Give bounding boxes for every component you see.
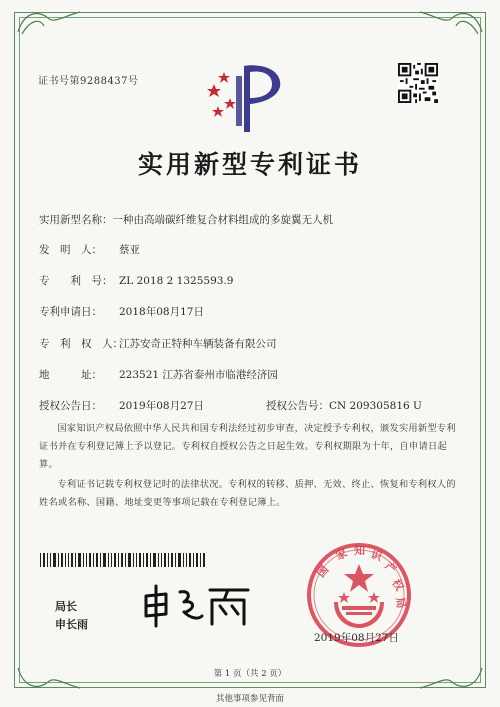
field-label: 地 址：	[39, 369, 102, 381]
svg-text:家: 家	[333, 546, 350, 563]
field-announce-date	[39, 398, 204, 413]
svg-text:局: 局	[393, 596, 408, 610]
corner-ornament-top-right	[416, 6, 486, 36]
field-value: 江苏安奇正特种车辆装备有限公司	[119, 338, 277, 350]
certificate-title: 实用新型专利证书	[137, 150, 362, 179]
field-value: 一种由高端碳纤维复合材料组成的多旋翼无人机	[112, 214, 333, 226]
field-label: 专利申请日：	[39, 306, 102, 318]
field-patentee	[39, 336, 277, 351]
field-value: 223521 江苏省泰州市临港经济园	[119, 369, 278, 381]
corner-ornament-top-left	[14, 6, 84, 36]
field-address	[39, 367, 278, 382]
field-value: 2019年08月27日	[119, 400, 204, 412]
field-label: 发 明 人：	[39, 244, 102, 256]
svg-text:识: 识	[368, 547, 384, 564]
certificate-paragraph-2: 专利证书记载专利权登记时的法律状况。专利权的转移、质押、无效、终止、恢复和专利权人的姓名或名称、国籍、地址变更等事项记载在专利登记簿上。	[39, 479, 456, 508]
director-name: 申长雨	[55, 618, 88, 631]
page-number: 第 1 页（共 2 页）	[213, 669, 287, 679]
field-patent-number	[39, 273, 233, 288]
field-value: 蔡亚	[119, 244, 140, 256]
field-label: 专 利 号：	[39, 275, 113, 287]
certificate-paragraph-1: 国家知识产权局依照中华人民共和国专利法经过初步审查，决定授予专利权，颁发实用新型专利证书并在专利登记簿上予以登记。专利权自授权公告之日起生效。专利权期限为十年，自申请日起算。	[39, 423, 456, 470]
patent-office-logo-icon	[200, 62, 292, 134]
director-title: 局长	[55, 600, 77, 613]
field-value: CN 209305816 U	[329, 400, 422, 412]
signature-image	[140, 582, 255, 630]
certificate-number: 证书号第9288437号	[38, 76, 139, 87]
field-inventor	[39, 242, 140, 257]
svg-text:产: 产	[382, 559, 399, 577]
qr-code-icon	[398, 63, 438, 103]
field-value: 2018年08月17日	[119, 306, 204, 318]
field-filing-date	[39, 304, 204, 319]
svg-text:知: 知	[354, 544, 365, 557]
field-value: ZL 2018 2 1325593.9	[119, 275, 234, 287]
barcode-icon	[40, 553, 205, 567]
field-label: 授权公告号：	[266, 400, 329, 412]
field-label: 实用新型名称：	[39, 214, 113, 226]
svg-text:国: 国	[314, 563, 332, 580]
field-utility-model-name	[39, 212, 333, 227]
field-label: 授权公告日：	[39, 400, 102, 412]
field-announce-number	[266, 398, 422, 413]
field-label: 专 利 权 人：	[39, 338, 123, 350]
footer-note: 其他事项参见背面	[215, 694, 284, 704]
seal-date: 2019年08月27日	[314, 632, 399, 644]
svg-text:权: 权	[389, 577, 407, 594]
